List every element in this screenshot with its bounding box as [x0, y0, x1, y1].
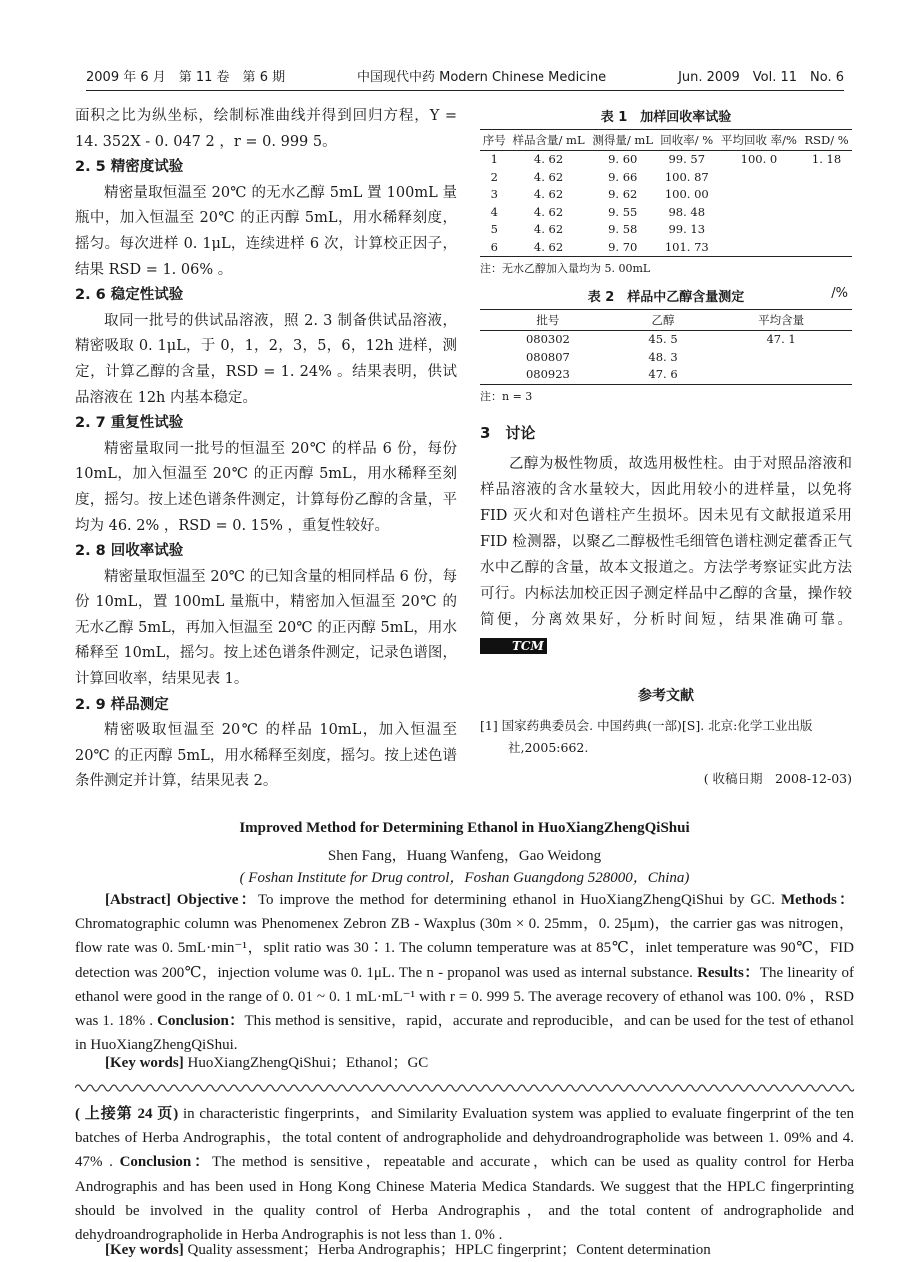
table-cell: 99. 57	[668, 152, 706, 166]
table-cell: 47. 6	[648, 367, 678, 381]
english-title: Improved Method for Determining Ethanol in HuoXiangZhengQiShui	[239, 820, 690, 836]
table-cell: 6	[490, 239, 498, 254]
table2-note: 注：n = 3	[480, 389, 533, 403]
received-date: ( 收稿日期 2008-12-03)	[703, 770, 852, 786]
section-2-9-title: 2. 9 样品测定	[75, 696, 169, 713]
continued-text-2: The method is sensitive，repeatable and accurate，which can be used as quality control for Herba Andrographis and has been used in Hong Kong Chinese Materia Medica Standards. We suggest that the HPLC fingerprinting should be involved in the quality control of Herba Andrographis，and the total content of andrographolide and dehydroandrographolide in Herba Andrographis is not less than 1. 0% .	[75, 1154, 854, 1244]
table1-header: 样品含量/ mL	[508, 130, 588, 151]
table1-note: 注：无水乙醇加入量均为 5. 00mL	[480, 262, 651, 275]
english-authors: Shen Fang，Huang Wanfeng，Gao Weidong	[327, 848, 602, 864]
table-cell	[710, 349, 852, 367]
english-abstract	[75, 888, 854, 1057]
table1-header: 序号	[480, 130, 508, 151]
reference-item: [1] 国家药典委员会. 中国药典(一部)[S]. 北京:化学工业出版社,2005:662.	[480, 717, 813, 755]
header-issue: 2009 年 6 月 第 11 卷 第 6 期	[86, 69, 286, 85]
table2-header: 批号	[480, 310, 616, 331]
table-cell: 47. 1	[766, 332, 796, 346]
table-cell	[717, 169, 801, 187]
table2-caption-text: 表 2 样品中乙醇含量测定	[587, 290, 745, 305]
conclusion-text: This method is sensitive，rapid，accurate and reproducible，and can be used for the test of ethanol in HuoXiangZhengQiShui.	[75, 1013, 854, 1054]
table-cell: 48. 3	[648, 349, 678, 364]
table-cell: 101. 73	[664, 239, 709, 254]
table-cell: 1	[490, 152, 498, 166]
section-2-7-title: 2. 7 重复性试验	[75, 415, 184, 432]
table-cell: 4. 62	[533, 187, 564, 201]
left-column	[75, 104, 457, 795]
section-2-5-title: 2. 5 精密度试验	[75, 159, 184, 176]
section-2-7-text: 精密量取同一批号的恒温至 20℃ 的样品 6 份，每份 10mL，加入恒温至 20℃ 的正丙醇 5mL，用水稀释至刻度，摇匀。按上述色谱条件测定，计算每份乙醇的含量，平均为 46. 2% ，RSD = 0. 15% ，重复性较好。	[75, 440, 457, 534]
continued-keywords	[75, 1238, 854, 1259]
table-cell	[717, 221, 801, 239]
table-cell: 080807	[525, 349, 570, 364]
table-cell	[801, 239, 852, 257]
header-issue-en: Jun. 2009 Vol. 11 No. 6	[678, 69, 844, 85]
english-affiliation: ( Foshan Institute for Drug control，Foshan Guangdong 528000，China)	[239, 870, 690, 886]
table-cell: 100. 87	[664, 169, 709, 184]
table-cell	[710, 366, 852, 384]
table1-row	[480, 151, 852, 169]
tcm-logo: TCM	[480, 638, 547, 654]
table1-header: 平均回收 率/%	[717, 130, 801, 151]
table2-row	[480, 349, 852, 367]
wavy-divider	[75, 1082, 854, 1094]
table-cell: 4. 62	[533, 152, 564, 166]
table-cell: 4. 62	[533, 204, 564, 219]
table2-header: 乙醇	[616, 310, 710, 331]
english-keywords	[75, 1051, 854, 1072]
table-cell	[717, 204, 801, 222]
table-cell: 2	[490, 169, 498, 184]
table-cell: 4	[490, 204, 498, 219]
discussion-text	[480, 451, 852, 659]
table1-header: 测得量/ mL	[589, 130, 657, 151]
table-cell	[801, 204, 852, 222]
table2-header-row	[480, 310, 852, 331]
keywords-label: [Key words]	[105, 1055, 184, 1071]
table-cell: 3	[490, 187, 498, 201]
table-cell	[801, 221, 852, 239]
table1-recovery	[480, 129, 852, 257]
continued-from: ( 上接第 24 页)	[75, 1106, 179, 1122]
table-cell: 45. 5	[648, 332, 678, 346]
section-2-8-text: 精密量取恒温至 20℃ 的已知含量的相同样品 6 份，每份 10mL，置 100mL 量瓶中，精密加入恒温至 20℃ 的无水乙醇 5mL，再加入恒温至 20℃ 的正丙醇 5mL，用水稀释至 10mL，摇匀。按上述色谱条件测定，记录色谱图，计算回收率，结果见表 1。	[75, 568, 457, 688]
continued-keywords-label: [Key words]	[105, 1242, 184, 1258]
table1-header: RSD/ %	[801, 130, 852, 151]
continued-conclusion-label: Conclusion：	[119, 1154, 213, 1171]
table-cell: 080302	[525, 332, 570, 346]
table1-row	[480, 221, 852, 239]
methods-label: Methods：	[780, 892, 855, 908]
continued-keywords-text: Quality assessment；Herba Andrographis；HPLC fingerprint；Content determination	[187, 1242, 711, 1258]
continued-abstract	[75, 1102, 854, 1247]
table1-row	[480, 186, 852, 204]
conclusion-label: Conclusion：	[157, 1013, 245, 1030]
table-cell	[717, 186, 801, 204]
table-cell: 4. 62	[533, 239, 564, 254]
table2-ethanol-content	[480, 309, 852, 385]
continued-text-1: in characteristic fingerprints，and Similarity Evaluation system was applied to evaluate fingerprint of the ten batches of Herba Andrographis，the total content of andrographolide and dehydroandrographolide was between 1. 09% and 4. 47% .	[75, 1106, 854, 1171]
table2-unit: /%	[831, 286, 848, 301]
table-cell: 9. 58	[608, 222, 638, 236]
right-column	[480, 104, 852, 787]
header-journal: 中国现代中药 Modern Chinese Medicine	[357, 69, 607, 85]
section-2-9-text: 精密吸取恒温至 20℃ 的样品 10mL，加入恒温至 20℃ 的正丙醇 5mL，用水稀释至刻度，摇匀。按上述色谱条件测定并计算，结果见表 2。	[75, 722, 457, 790]
section-2-6-text: 取同一批号的供试品溶液，照 2. 3 制备供试品溶液，精密吸取 0. 1μL，于 0，1，2，3，5，6，12h 进样，测定，计算乙醇的含量，RSD = 1. 24% 。结果表明，供试品溶液在 12h 内基本稳定。	[75, 312, 457, 406]
table-cell: 9. 60	[608, 152, 638, 166]
table-cell: 100. 00	[664, 187, 709, 201]
table-cell	[717, 239, 801, 257]
section-2-6-title: 2. 6 稳定性试验	[75, 287, 184, 304]
references-title: 参考文献	[638, 687, 694, 704]
table-cell: 1. 18	[811, 152, 842, 166]
table1-row	[480, 239, 852, 257]
table-cell: 100. 0	[740, 152, 778, 166]
methods-text: Chromatographic column was Phenomenex Zebron ZB - Waxplus (30m × 0. 25mm，0. 25μm)，the carrier gas was nitrogen，flow rate was 0. 5mL·min⁻¹，split ratio was 30∶1. The column temperature was at 85℃，inlet temperature was 90℃，FID detection was 200℃，injection volume was 0. 1μL. The n - propanol was used as internal substance.	[75, 916, 854, 981]
table1-header-row	[480, 130, 852, 151]
table2-row	[480, 366, 852, 384]
table-cell: 98. 48	[668, 204, 706, 219]
table-cell: 080923	[525, 367, 570, 381]
table-cell: 4. 62	[533, 169, 564, 184]
table1-row	[480, 204, 852, 222]
table-cell: 99. 13	[668, 222, 706, 236]
objective-text: To improve the method for determining ethanol in HuoXiangZhengQiShui by GC.	[257, 892, 776, 908]
keywords-text: HuoXiangZhengQiShui；Ethanol；GC	[187, 1055, 429, 1071]
table-cell: 5	[490, 222, 498, 236]
table-cell: 9. 66	[608, 169, 638, 184]
results-label: Results：	[697, 964, 760, 981]
regression-paragraph: 面积之比为纵坐标，绘制标准曲线并得到回归方程，Y = 14. 352X - 0. 047 2 ，r = 0. 999 5。	[75, 108, 457, 150]
table1-row	[480, 169, 852, 187]
table1-header: 回收率/ %	[657, 130, 717, 151]
table2-header: 平均含量	[710, 310, 852, 331]
table2-caption	[480, 286, 852, 305]
abstract-label: [Abstract]	[105, 892, 171, 908]
header-rule	[86, 90, 844, 91]
section-2-8-title: 2. 8 回收率试验	[75, 543, 184, 560]
table-cell: 9. 70	[608, 239, 638, 254]
table-cell: 4. 62	[533, 222, 564, 236]
table-cell	[801, 186, 852, 204]
table2-row	[480, 331, 852, 349]
table1-caption: 表 1 加样回收率试验	[600, 110, 732, 125]
section-2-5-text: 精密量取恒温至 20℃ 的无水乙醇 5mL 置 100mL 量瓶中，加入恒温至 20℃ 的正丙醇 5mL，用水稀释刻度，摇匀。每次进样 0. 1μL，连续进样 6 次，计算校正因子，结果 RSD = 1. 06% 。	[75, 184, 457, 278]
running-header	[86, 62, 844, 88]
table-cell: 9. 55	[608, 204, 638, 219]
objective-label: Objective：	[176, 892, 258, 908]
discussion-title: 3 讨论	[480, 423, 536, 442]
table-cell	[801, 169, 852, 187]
discussion-body: 乙醇为极性物质，故选用极性柱。由于对照品溶液和样品溶液的含水量较大，因此用较小的进样量，以免将 FID 灭火和对色谱柱产生损坏。因未见有文献报道采用 FID 检测器，以聚乙二醇极性毛细管色谱柱测定藿香正气水中乙醇的含量，故本文报道之。方法学考察证实此方法可行。内标法加校正因子测定样品中乙醇的含量，操作较简便，分离效果好，分析时间短，结果准确可靠。	[480, 455, 852, 628]
results-text: The linearity of ethanol were good in the range of 0. 01 ~ 0. 1 mL·mL⁻¹ with r = 0. 999 5. The average recovery of ethanol was 100. 0% ，RSD was 1. 18% .	[75, 964, 855, 1030]
table-cell: 9. 62	[608, 187, 638, 201]
